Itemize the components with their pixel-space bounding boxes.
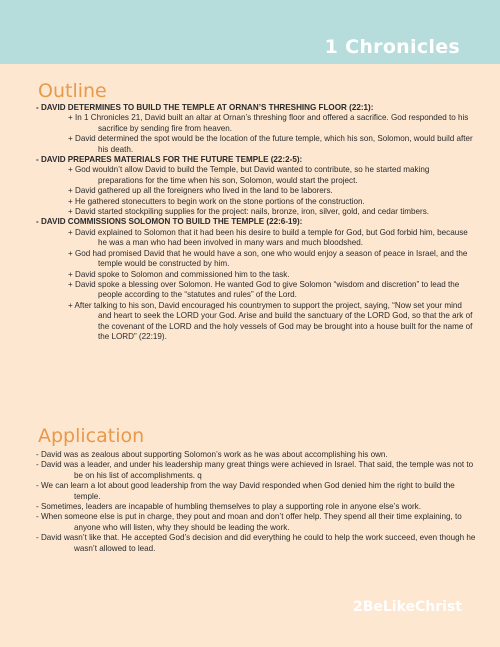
application-heading: Application xyxy=(38,425,145,447)
application-point: - David wasn’t like that. He accepted God’s decision and did everything he could to help the work succeed, even though he wasn’t allowed to lead. xyxy=(36,533,476,554)
outline-body xyxy=(36,103,476,342)
application-point: - David was a leader, and under his leadership many great things were achieved in Israel. That said, the temple was not to be on his list of accomplishments. q xyxy=(36,460,476,481)
page-title: 1 Chronicles xyxy=(324,36,460,58)
outline-point: + David explained to Solomon that it had been his desire to build a temple for God, but God forbid him, because he was a man who had been involved in many wars and much bloodshed. xyxy=(68,228,476,249)
application-point: - We can learn a lot about good leadership from the way David responded when God denied him the right to build the temple. xyxy=(36,481,476,502)
outline-point: + God had promised David that he would have a son, one who would enjoy a season of peace in Israel, and the temple would be constructed by him. xyxy=(68,249,476,270)
outline-point: + David started stockpiling supplies for the project: nails, bronze, iron, silver, gold, and cedar timbers. xyxy=(68,207,476,217)
outline-section-title: - DAVID PREPARES MATERIALS FOR THE FUTURE TEMPLE (22:2-5): xyxy=(36,155,476,165)
outline-point: + David spoke to Solomon and commissioned him to the task. xyxy=(68,270,476,280)
outline-point: + David spoke a blessing over Solomon. He wanted God to give Solomon “wisdom and discretion” to lead the people according to the “statutes and rules” of the Lord. xyxy=(68,280,476,301)
outline-point: + David determined the spot would be the location of the future temple, which his son, Solomon, would build after his death. xyxy=(68,134,476,155)
outline-point: + David gathered up all the foreigners who lived in the land to be laborers. xyxy=(68,186,476,196)
outline-point: + After talking to his son, David encouraged his countrymen to support the project, saying, “Now set your mind and heart to seek the LORD your God. Arise and build the sanctuary of the LORD God, so that the ark of the covenant of the LORD and the holy vessels of God may be brought into a house built for the name of the LORD” (22:19). xyxy=(68,301,476,343)
application-point: - When someone else is put in charge, they pout and moan and don’t offer help. They spend all their time explaining, to anyone who will listen, why they should be leading the work. xyxy=(36,512,476,533)
outline-point: + He gathered stonecutters to begin work on the stone portions of the construction. xyxy=(68,197,476,207)
application-body xyxy=(36,450,476,554)
footer-brand-logo: 2BeLikeChrist xyxy=(352,599,462,615)
application-point: - Sometimes, leaders are incapable of humbling themselves to play a supporting role in anyone else’s work. xyxy=(36,502,476,512)
outline-section-title: - DAVID DETERMINES TO BUILD THE TEMPLE AT ORNAN’S THRESHING FLOOR (22:1): xyxy=(36,103,476,113)
outline-point: + In 1 Chronicles 21, David built an altar at Ornan’s threshing floor and offered a sacrifice. God responded to his sacrifice by sending fire from heaven. xyxy=(68,113,476,134)
outline-point: + God wouldn’t allow David to build the Temple, but David wanted to contribute, so he started making preparations for the time when his son, Solomon, would start the project. xyxy=(68,165,476,186)
application-point: - David was as zealous about supporting Solomon’s work as he was about accomplishing his own. xyxy=(36,450,476,460)
outline-section-title: - DAVID COMMISSIONS SOLOMON TO BUILD THE TEMPLE (22:6-19): xyxy=(36,217,476,227)
outline-heading: Outline xyxy=(38,80,107,102)
